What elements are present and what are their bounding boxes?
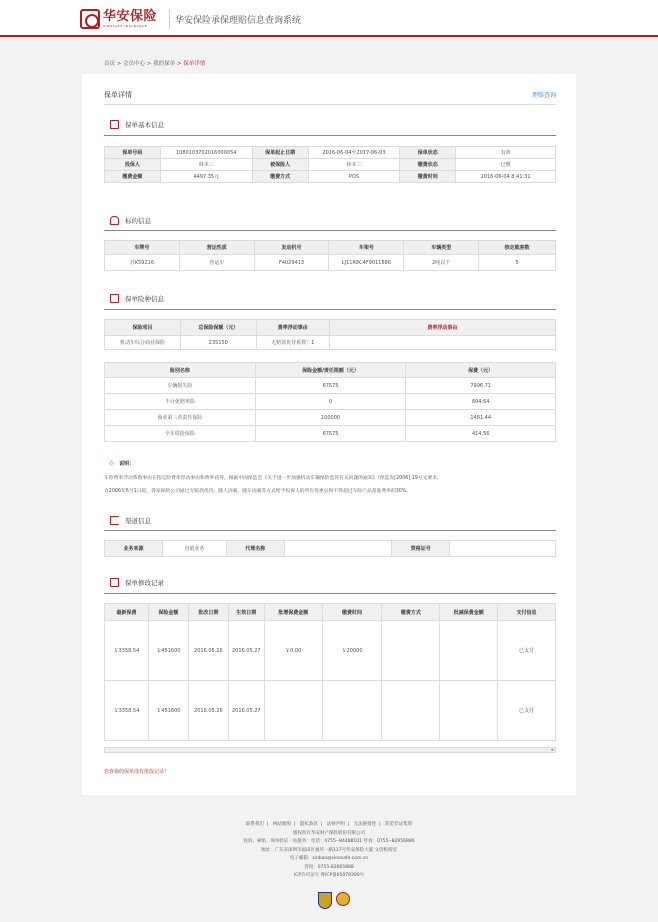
footer-copyright: 版权所有华安财产保险股份有限公司 — [293, 830, 365, 836]
coverage-name: 商业第三者责任保险 — [105, 410, 256, 426]
column-header: 批增保费金额 — [264, 604, 322, 621]
coverage-premium: 7996.71 — [406, 378, 556, 394]
column-header: 发动机号 — [254, 241, 329, 255]
label-status: 保单状态 — [400, 147, 456, 159]
payment-time — [322, 681, 382, 741]
payment-status: 已缴 — [456, 159, 556, 171]
page-title: 保单详情 — [104, 91, 132, 99]
rate-factor: 无赔款优待系数：1 — [256, 336, 329, 350]
table-row — [105, 378, 556, 394]
certification-seal-icon[interactable] — [336, 892, 350, 906]
section-title: 保单基本信息 — [125, 121, 164, 129]
footer-links: 联系我们 | 网站地图 | 隐私条款 | 法律声明 | 无法链接性 | 防范非法集资 — [245, 822, 413, 827]
column-header: 车架号 — [329, 241, 404, 255]
coverage-limit: 100000 — [255, 410, 406, 426]
header-divider — [169, 9, 170, 29]
label-time: 缴费时间 — [400, 171, 456, 183]
column-header: 险别名称 — [105, 363, 256, 378]
column-header: 保险项目 — [105, 320, 181, 336]
rate-reason — [329, 336, 555, 350]
applicant: 林本三 — [160, 159, 252, 171]
coverage-premium: 414.56 — [406, 426, 556, 442]
latest-premium: ￥3358.54 — [105, 681, 149, 741]
breadcrumb-home[interactable]: 首页 — [104, 61, 116, 67]
license-number — [450, 541, 556, 557]
logo-emblem-icon — [80, 9, 100, 29]
label-amount: 缴费金额 — [105, 171, 161, 183]
sum-insured: ￥451600 — [148, 681, 188, 741]
no-endorsement-message: 您查询的保单没有批改记录！ — [104, 769, 170, 775]
document-icon — [110, 294, 119, 303]
claim-query-link[interactable]: 理赔查询 — [531, 92, 556, 99]
changes-table — [104, 603, 556, 741]
column-header: 费率浮动事由 — [329, 320, 555, 336]
sum-insured: ￥451600 — [148, 621, 188, 681]
increase-amount: ￥0.00 — [264, 621, 322, 681]
table-row — [105, 171, 556, 183]
table-row — [105, 159, 556, 171]
lightbulb-icon: ☼ — [108, 459, 116, 468]
column-header: 缴费时间 — [322, 604, 382, 621]
main-panel — [82, 74, 576, 795]
section-changes-header — [110, 578, 164, 587]
title-divider — [104, 104, 556, 105]
payment-info: 已支付 — [498, 621, 556, 681]
footer-link[interactable]: 隐私条款 — [299, 822, 318, 827]
logo-text: 华安保险 — [103, 9, 158, 24]
column-header: 保费（元） — [406, 363, 556, 378]
insurance-item: 机动车综合商业保险 — [105, 336, 181, 350]
document-icon — [110, 120, 119, 129]
insured: 林本三 — [308, 159, 400, 171]
label-method: 缴费方式 — [252, 171, 308, 183]
label-payment-status: 缴费状态 — [400, 159, 456, 171]
vin: LJ11R8C4F9011886 — [329, 255, 404, 271]
table-row — [105, 255, 556, 271]
decrease-amount — [440, 621, 498, 681]
section-divider — [104, 530, 556, 531]
scroll-right-arrow-icon[interactable]: ▸ — [551, 747, 554, 753]
section-basic-header — [110, 120, 164, 129]
vehicle-table — [104, 240, 556, 271]
label-insured: 被保险人 — [252, 159, 308, 171]
table-header-row — [105, 363, 556, 378]
table-row — [105, 394, 556, 410]
security-shield-icon[interactable] — [318, 892, 332, 909]
car-icon — [110, 216, 119, 225]
effective-date: 2016.05.27 — [228, 681, 264, 741]
section-title: 保单修改记录 — [125, 579, 164, 587]
coverage-name: 不计免赔率险 — [105, 394, 256, 410]
table-row — [105, 621, 556, 681]
column-header: 营运性质 — [179, 241, 254, 255]
column-header: 保险金额 — [148, 604, 188, 621]
footer-email: 电子邮箱：sinbao@sinosafe.com.cn — [289, 856, 369, 861]
payment-time: ￥20000 — [322, 621, 382, 681]
column-header: 缴费方式 — [382, 604, 440, 621]
payment-info: 已支付 — [498, 681, 556, 741]
label-source: 业务来源 — [105, 541, 163, 557]
column-header: 核定载客数 — [479, 241, 556, 255]
label-license: 资格证号 — [392, 541, 450, 557]
table-row — [105, 426, 556, 442]
column-header: 费率浮动事由 — [256, 320, 329, 336]
engine-number: F4029413 — [254, 255, 329, 271]
basic-info-table — [104, 146, 556, 183]
plate-number: 苏K59216 — [105, 255, 180, 271]
coverage-limit: 67575 — [255, 426, 406, 442]
table-row — [105, 410, 556, 426]
label-policy-no: 保单号码 — [105, 147, 161, 159]
breadcrumb-sep: > — [177, 61, 182, 67]
section-title: 渠道信息 — [125, 517, 151, 525]
increase-amount — [264, 681, 322, 741]
coverage-summary-table — [104, 319, 556, 350]
vehicle-type: 2吨以下 — [404, 255, 479, 271]
policy-status: 有效 — [456, 147, 556, 159]
table-row — [105, 681, 556, 741]
label-period: 保单起止日期 — [252, 147, 308, 159]
endorse-date: 2016.05.26 — [188, 621, 228, 681]
table-row — [105, 147, 556, 159]
breadcrumb-current: 保单详情 — [183, 61, 206, 67]
agent-name — [284, 541, 392, 557]
footer-link[interactable]: 联系我们 — [245, 822, 264, 827]
endorse-date: 2016.05.26 — [188, 681, 228, 741]
channel-arrow-icon — [110, 516, 119, 525]
note-title: 说明： — [119, 461, 135, 467]
column-header: 生效日期 — [228, 604, 264, 621]
section-vehicle-header — [110, 216, 151, 225]
section-channel-header — [110, 516, 151, 525]
breadcrumb — [104, 59, 205, 67]
table-row — [105, 336, 556, 350]
footer-icp: ICP许可证号 粤ICP备05079300号 — [293, 873, 365, 878]
payment-method — [382, 681, 440, 741]
footer-service: 投诉、索赔、保单验证一站服务：电话：0755--84488101 传真：0755--82956886 — [243, 839, 415, 844]
operation-type: 营运车 — [179, 255, 254, 271]
column-header: 最新保费 — [105, 604, 149, 621]
label-applicant: 投保人 — [105, 159, 161, 171]
breadcrumb-member[interactable]: 会员中心 — [123, 61, 146, 67]
company-logo[interactable] — [80, 9, 157, 29]
column-header: 车牌号 — [105, 241, 180, 255]
note-header — [108, 459, 134, 468]
breadcrumb-sep: > — [116, 61, 122, 67]
edit-icon — [110, 578, 119, 587]
table-header-row — [105, 320, 556, 336]
section-divider — [104, 135, 556, 136]
footer-badges — [318, 892, 350, 909]
total-amount: 235150 — [180, 336, 256, 350]
section-coverage-header — [110, 294, 164, 303]
payment-method — [382, 621, 440, 681]
footer-address: 地址：广东省深圳市福田区福华一路117号华安保险大厦 文创机构室 — [260, 847, 398, 853]
payment-amount: 4497.35元 — [160, 171, 252, 183]
section-divider — [104, 593, 556, 594]
note-text — [104, 472, 559, 498]
column-header: 支付信息 — [498, 604, 556, 621]
coverage-premium: 604.64 — [406, 394, 556, 410]
seat-count: 5 — [479, 255, 556, 271]
footer-link[interactable]: 网站地图 — [272, 822, 291, 827]
latest-premium: ￥3358.54 — [105, 621, 149, 681]
section-divider — [104, 309, 556, 310]
table-header-row — [105, 241, 556, 255]
footer-link[interactable]: 无法链接性 — [353, 822, 377, 827]
coverage-name: 车辆损失险 — [105, 378, 256, 394]
site-header — [0, 0, 658, 37]
column-header: 批减保费金额 — [440, 604, 498, 621]
footer-link[interactable]: 法律声明 — [326, 822, 345, 827]
policy-period: 2016-06-04至2017-06-03 — [308, 147, 400, 159]
column-header: 总保险保额（元） — [180, 320, 256, 336]
channel-table — [104, 540, 556, 557]
label-agent: 代理名称 — [226, 541, 284, 557]
horizontal-scrollbar[interactable] — [104, 747, 556, 753]
coverage-detail-table — [104, 362, 556, 442]
coverage-name: 全车盗抢保险 — [105, 426, 256, 442]
footer-link[interactable]: 防范非法集资 — [385, 822, 413, 827]
table-row — [105, 541, 556, 557]
coverage-limit: 0 — [255, 394, 406, 410]
decrease-amount — [440, 681, 498, 741]
coverage-limit: 67575 — [255, 378, 406, 394]
section-divider — [104, 230, 556, 231]
footer-consult: 咨询：0755-82665888 — [304, 864, 354, 870]
column-header: 保险金额/责任限额（元） — [255, 363, 406, 378]
site-footer — [0, 821, 658, 881]
logo-subtext: SINOSAFE INSURANCE — [103, 24, 148, 28]
column-header: 批改日期 — [188, 604, 228, 621]
breadcrumb-policies[interactable]: 我的保单 — [153, 61, 176, 67]
section-title: 标的信息 — [125, 217, 151, 225]
effective-date: 2016.05.27 — [228, 621, 264, 681]
coverage-premium: 1481.44 — [406, 410, 556, 426]
table-header-row — [105, 604, 556, 621]
policy-no: 1080103702016000054 — [160, 147, 252, 159]
payment-method: POS — [308, 171, 400, 183]
section-title: 保单险种信息 — [125, 295, 164, 303]
note-line: 自2006年6月1日起，各家保险公司通过无赔款优待、随人因素、随车因素等方式给予投保人的所有优惠总和不得超过车险产品基准费率的30%。 — [104, 489, 412, 494]
payment-time: 2016-06-04 8:41:31 — [456, 171, 556, 183]
breadcrumb-sep: > — [146, 61, 152, 67]
column-header: 车辆类型 — [404, 241, 479, 255]
note-line: 车险费率浮动系数事由在指定险费率浮动事由和费率获得。根据中国保监会《关于进一步加强机动车辆保险监管有关问题的通知》（保监发[2006] 19号文要求， — [104, 476, 442, 481]
system-title: 华安保险承保理赔信息查询系统 — [175, 16, 302, 26]
business-source: 直销业务 — [162, 541, 226, 557]
